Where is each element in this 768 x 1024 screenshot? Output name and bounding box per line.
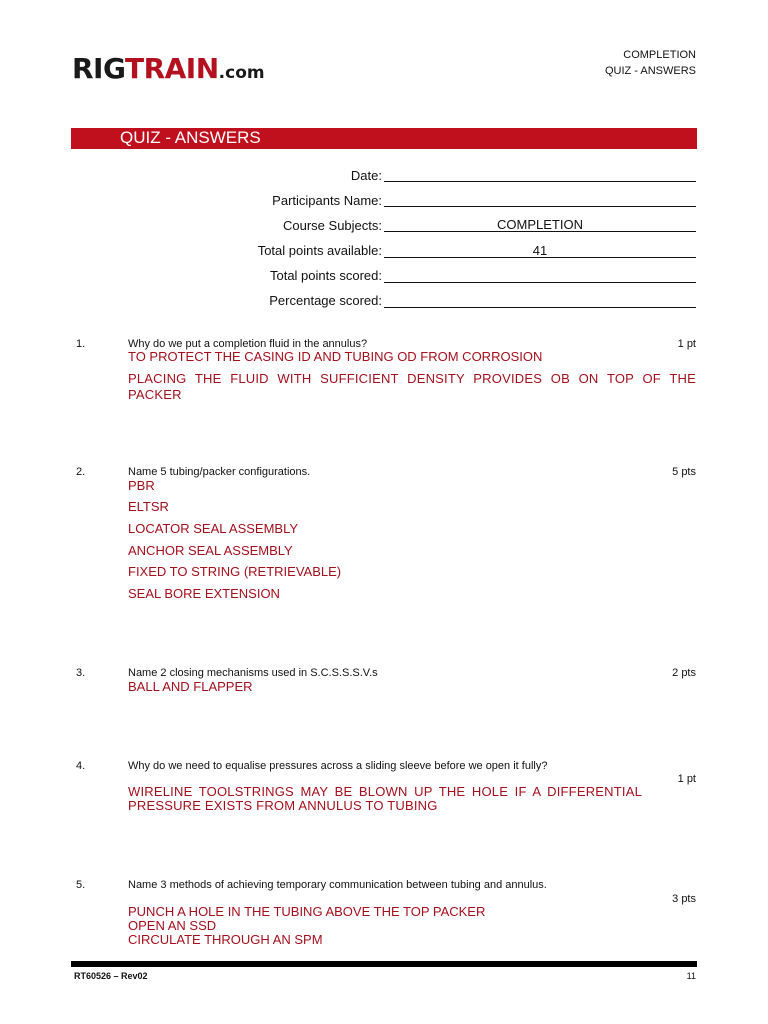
form-label-participants-name: Participants Name:: [272, 193, 382, 208]
answer-line: CIRCULATE THROUGH AN SPM: [128, 932, 323, 947]
answer-line: OPEN AN SSD: [128, 918, 217, 933]
form-label-total-points-available: Total points available:: [257, 243, 382, 258]
form-field-total-points-scored: [384, 265, 696, 283]
answer-line: PBR: [128, 478, 155, 493]
question-points: 3 pts: [672, 893, 696, 905]
question-points: 1 pt: [677, 338, 696, 350]
question-number: 1.: [76, 338, 86, 350]
answer-line: BALL AND FLAPPER: [128, 679, 253, 694]
document-id: RT60526 – Rev02: [74, 971, 148, 981]
question-points: 5 pts: [672, 466, 696, 478]
question-text: Name 3 methods of achieving temporary communication between tubing and annulus.: [128, 879, 547, 891]
form-value-course-subjects: COMPLETION: [497, 217, 583, 232]
question-text: Name 2 closing mechanisms used in S.C.S.S.S.V.s: [128, 667, 378, 679]
question-points: 1 pt: [677, 773, 696, 785]
form-label-percentage-scored: Percentage scored:: [269, 293, 382, 308]
answer-line: ANCHOR SEAL ASSEMBLY: [128, 543, 293, 558]
rigtrain-logo: [72, 52, 265, 90]
header-doc-title: QUIZ - ANSWERS: [604, 65, 696, 77]
banner-title: QUIZ - ANSWERS: [120, 128, 261, 147]
question-number: 4.: [76, 760, 86, 772]
form-field-date: [384, 164, 696, 182]
footer-rule: [71, 961, 697, 967]
header-course-title: COMPLETION: [623, 49, 696, 61]
answer-line: PUNCH A HOLE IN THE TUBING ABOVE THE TOP PACKER: [128, 904, 486, 919]
form-field-percentage-scored: [384, 290, 696, 308]
logo-part-train: TRAIN: [124, 52, 219, 85]
answer-line: FIXED TO STRING (RETRIEVABLE): [128, 564, 342, 579]
answer-line: PLACING THE FLUID WITH SUFFICIENT DENSITY PROVIDES OB ON TOP OF THE PACKER: [128, 371, 696, 402]
page-number: 11: [686, 971, 696, 981]
logo-part-com: .com: [218, 63, 265, 83]
answer-line: SEAL BORE EXTENSION: [128, 586, 280, 601]
form-label-total-points-scored: Total points scored:: [269, 268, 382, 283]
answer-line: TO PROTECT THE CASING ID AND TUBING OD FROM CORROSION: [128, 349, 543, 364]
question-text: Why do we put a completion fluid in the annulus?: [128, 338, 368, 350]
question-number: 2.: [76, 466, 86, 478]
answer-line: ELTSR: [128, 499, 169, 514]
form-label-date: Date:: [350, 168, 382, 183]
question-text: Name 5 tubing/packer configurations.: [128, 466, 311, 478]
form-value-total-points-available: 41: [532, 243, 548, 258]
form-field-participants-name: [384, 189, 696, 207]
question-text: Why do we need to equalise pressures across a sliding sleeve before we open it fully?: [128, 760, 548, 772]
answer-line: LOCATOR SEAL ASSEMBLY: [128, 521, 299, 536]
question-points: 2 pts: [672, 667, 696, 679]
question-number: 5.: [76, 879, 86, 891]
question-number: 3.: [76, 667, 86, 679]
form-label-course-subjects: Course Subjects:: [283, 218, 382, 233]
answer-line: WIRELINE TOOLSTRINGS MAY BE BLOWN UP THE HOLE IF A DIFFERENTIAL PRESSURE EXISTS FROM ANNULUS TO TUBING: [128, 784, 642, 813]
logo-part-rig: RIG: [72, 52, 125, 85]
